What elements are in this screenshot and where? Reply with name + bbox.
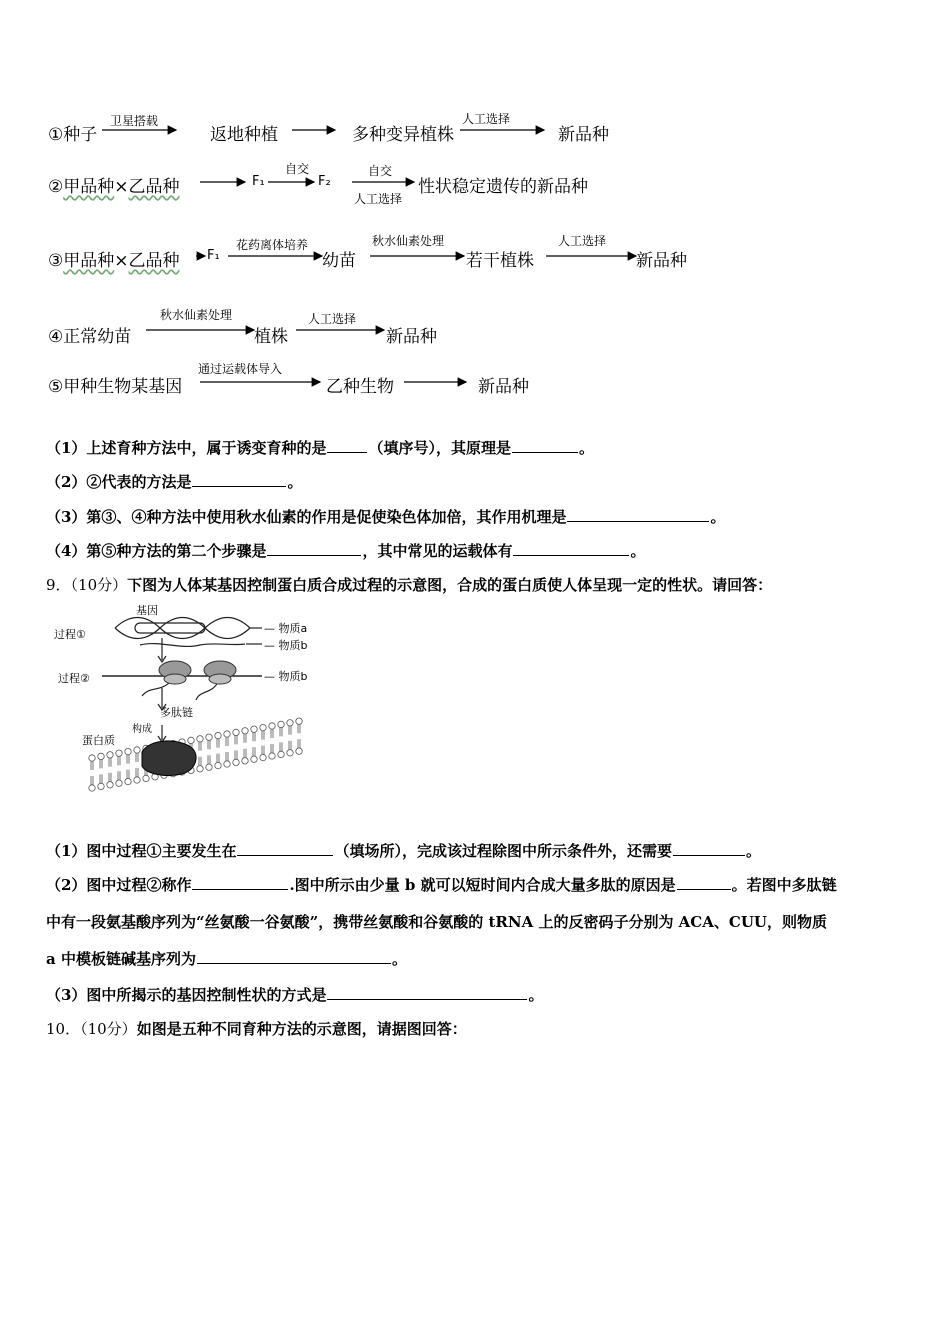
row2-label3a: 自交 xyxy=(368,164,393,178)
row3-label1: 花药离体培养 xyxy=(236,238,309,252)
row5-start: ⑤甲种生物某基因 xyxy=(48,377,183,397)
diagram-arrows xyxy=(0,0,950,400)
lipid-head xyxy=(296,718,302,724)
row4-end: 新品种 xyxy=(386,327,437,347)
q8-line2: （2）②代表的方法是 。 xyxy=(46,473,303,491)
lipid-head xyxy=(287,750,293,756)
lipid-head xyxy=(269,723,275,729)
lipid-head xyxy=(296,748,302,754)
blank[interactable] xyxy=(512,438,578,453)
lipid-head xyxy=(251,726,257,732)
row2-f2: F₂ xyxy=(318,174,331,189)
q8-line4: （4）第⑤种方法的第二个步骤是 ，其中常见的运载体有 。 xyxy=(46,542,646,560)
row1-label1: 卫星搭载 xyxy=(110,114,159,128)
row1-start: ①种子 xyxy=(48,125,98,145)
fig-label-protein: 蛋白质 xyxy=(82,734,115,747)
q10-stem: 10．（10分）如图是五种不同育种方法的示意图，请据图回答： xyxy=(46,1020,467,1038)
blank[interactable] xyxy=(267,541,361,556)
row5-label1: 通过运载体导入 xyxy=(198,362,283,376)
lipid-head xyxy=(233,729,239,735)
lipid-head xyxy=(188,737,194,743)
fig-label-process1: 过程① xyxy=(54,628,86,641)
row1-step3: 多种变异植株 xyxy=(352,125,454,145)
blank[interactable] xyxy=(673,841,745,856)
q9-line4: a 中模板链碱基序列为 。 xyxy=(46,950,407,968)
blank[interactable] xyxy=(327,985,527,1000)
lipid-head xyxy=(89,785,95,791)
question-number: 9．（10分） xyxy=(46,576,128,594)
fig-label-substance-b2: — 物质b xyxy=(264,670,308,683)
lipid-head xyxy=(134,777,140,783)
fig-label-process2: 过程② xyxy=(58,672,90,685)
row3-step3: 若干植株 xyxy=(466,251,534,271)
q9-line1: （1）图中过程①主要发生在 （填场所），完成该过程除图中所示条件外，还需要 。 xyxy=(46,842,761,860)
blank[interactable] xyxy=(237,841,333,856)
q9-line2: （2）图中过程②称作 .图中所示由少量 b 就可以短时间内合成大量多肽的原因是 。若图中多肽链 xyxy=(46,876,837,894)
lipid-head xyxy=(107,782,113,788)
fig-label-gene: 基因 xyxy=(136,604,158,617)
row1-end: 新品种 xyxy=(558,125,609,145)
lipid-head xyxy=(215,732,221,738)
lipid-head xyxy=(287,720,293,726)
row2-end: 性状稳定遗传的新品种 xyxy=(418,177,588,197)
blank[interactable] xyxy=(197,949,391,964)
row1-step2: 返地种植 xyxy=(210,125,278,145)
lipid-head xyxy=(206,734,212,740)
q9-line3: 中有一段氨基酸序列为“丝氨酸一谷氨酸”，携带丝氨酸和谷氨酸的 tRNA 上的反密码子分别为 ACA、CUU，则物质 xyxy=(46,913,827,931)
lipid-head xyxy=(260,754,266,760)
lipid-head xyxy=(116,750,122,756)
row4-label1: 秋水仙素处理 xyxy=(160,308,233,322)
row3-label3: 人工选择 xyxy=(558,234,607,248)
lipid-head xyxy=(143,775,149,781)
lipid-head xyxy=(215,762,221,768)
q8-line3: （3）第③、④种方法中使用秋水仙素的作用是促使染色体加倍，其作用机理是 。 xyxy=(46,508,726,526)
fig-label-form: 构成 xyxy=(132,724,152,735)
row1-label3: 人工选择 xyxy=(462,112,511,126)
lipid-head xyxy=(134,747,140,753)
row3-start: ③甲品种×乙品种 xyxy=(48,251,180,271)
lipid-head xyxy=(269,753,275,759)
q8-line1: （1）上述育种方法中，属于诱变育种的是 （填序号），其原理是 。 xyxy=(46,439,594,457)
fig-label-substance-b1: — 物质b xyxy=(264,639,308,652)
blank[interactable] xyxy=(192,875,288,890)
q9-stem: 9．（10分）下图为人体某基因控制蛋白质合成过程的示意图，合成的蛋白质使人体呈现一定的性状。请回答： xyxy=(46,576,773,594)
lipid-head xyxy=(107,752,113,758)
row4-start: ④正常幼苗 xyxy=(48,327,132,347)
blank[interactable] xyxy=(513,541,629,556)
lipid-head xyxy=(98,753,104,759)
row3-label2: 秋水仙素处理 xyxy=(372,234,445,248)
lipid-head xyxy=(260,724,266,730)
lipid-head xyxy=(98,783,104,789)
fig-label-peptide: 多肽链 xyxy=(160,706,193,719)
row4-label2: 人工选择 xyxy=(308,312,357,326)
lipid-head xyxy=(242,728,248,734)
lipid-head xyxy=(125,748,131,754)
row2-start: ②甲品种×乙品种 xyxy=(48,177,180,197)
lipid-head xyxy=(197,766,203,772)
lipid-head xyxy=(224,761,230,767)
blank[interactable] xyxy=(677,875,731,890)
lipid-head xyxy=(233,759,239,765)
row4-step2: 植株 xyxy=(254,327,288,347)
q9-line5: （3）图中所揭示的基因控制性状的方式是 。 xyxy=(46,986,544,1004)
row2-label3b: 人工选择 xyxy=(354,192,403,206)
fig-label-substance-a: — 物质a xyxy=(264,622,308,635)
lipid-head xyxy=(242,758,248,764)
lipid-head xyxy=(224,731,230,737)
lipid-head xyxy=(251,756,257,762)
blank[interactable] xyxy=(567,507,709,522)
row3-f1: F₁ xyxy=(207,248,220,263)
lipid-head xyxy=(278,751,284,757)
row2-f1: F₁ xyxy=(252,174,265,189)
row2-label2: 自交 xyxy=(285,162,310,176)
lipid-head xyxy=(116,780,122,786)
blank[interactable] xyxy=(327,438,367,453)
lipid-head xyxy=(125,778,131,784)
lipid-head xyxy=(89,755,95,761)
blank[interactable] xyxy=(192,472,286,487)
gene-expression-figure xyxy=(50,600,320,810)
row3-end: 新品种 xyxy=(636,251,687,271)
question-number: 10．（10分） xyxy=(46,1020,137,1038)
lipid-head xyxy=(278,721,284,727)
row5-end: 新品种 xyxy=(478,377,529,397)
row3-step2: 幼苗 xyxy=(322,251,356,271)
lipid-head xyxy=(197,736,203,742)
row5-step2: 乙种生物 xyxy=(326,377,394,397)
lipid-head xyxy=(206,764,212,770)
